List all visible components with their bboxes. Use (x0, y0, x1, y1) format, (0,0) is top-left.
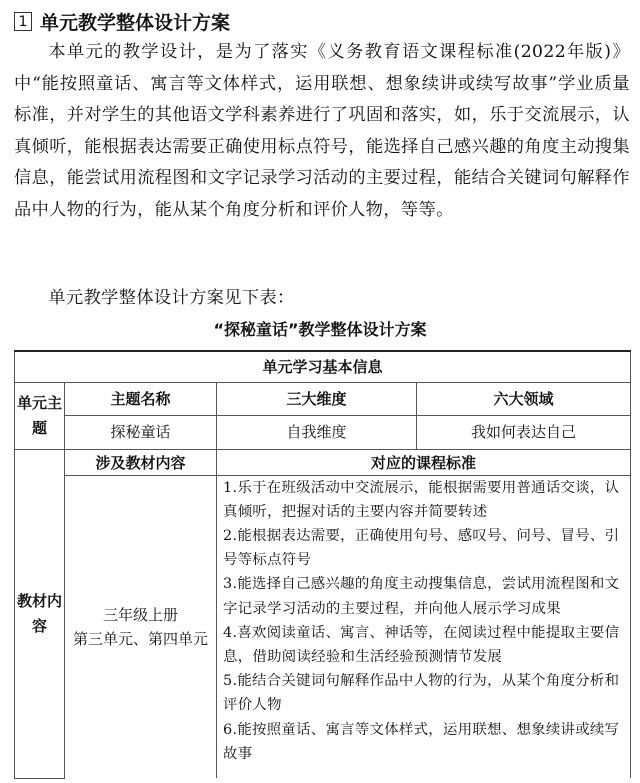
intro-paragraph: 本单元的教学设计，是为了落实《义务教育语文课程标准(2022年版)》中“能按照童话、寓言等文体样式，运用联想、想象续讲或续写故事”学业质量标准，并对学生的其他语文学科素养进行了巩固和落实，如，乐于交流展示，认真倾听，能根据表达需要正确使用标点符号，能选择自己感兴趣的角度主动搜集信息，能尝试用流程图和文字记录学习活动的主要过程，能结合关键词句解释作品中人物的行为，能从某个角度分析和评价人物，等等。 (14, 42, 630, 220)
section-header: 单元学习基本信息 (15, 351, 631, 382)
design-plan-table (14, 350, 631, 779)
textbook-content-cell (65, 475, 217, 778)
standards-cell (217, 475, 631, 778)
section-number: 1 (14, 12, 32, 31)
domain-value: 我如何表达自己 (417, 415, 631, 449)
standard-item: 2.能根据表达需要，正确使用句号、感叹号、问号、冒号、引号等标点符号 (223, 527, 620, 569)
standard-item: 1.乐于在班级活动中交流展示，能根据需要用普通话交谈，认真倾听，把握对话的主要内容并简要转述 (223, 479, 620, 520)
dimension-value: 自我维度 (217, 415, 417, 449)
textbook-grade: 三年级上册 (102, 605, 178, 624)
standard-item: 5.能结合关键词句解释作品中人物的行为，从某个角度分析和评价人物 (223, 673, 620, 714)
theme-column-header: 六大领域 (417, 382, 631, 415)
section-title: 单元教学整体设计方案 (40, 12, 231, 34)
textbook-units: 第三单元、第四单元 (72, 629, 208, 648)
content-row-label: 教材内容 (15, 449, 65, 778)
table-title: “探秘童话”教学整体设计方案 (213, 320, 427, 339)
standard-item: 4.喜欢阅读童话、寓言、神话等，在阅读过程中能提取主要信息，借助阅读经验和生活经验预测情节发展 (223, 624, 620, 665)
standard-item: 6.能按照童话、寓言等文体样式，运用联想、想象续讲或续写故事 (223, 721, 620, 762)
theme-column-header: 三大维度 (217, 382, 417, 415)
table-intro-paragraph: 单元教学整体设计方案见下表： (48, 288, 295, 308)
section-heading (14, 8, 230, 35)
theme-name-value: 探秘童话 (65, 415, 217, 449)
theme-row-label: 单元主题 (15, 382, 65, 449)
content-column-header: 对应的课程标准 (217, 449, 631, 475)
theme-column-header: 主题名称 (65, 382, 217, 415)
standard-item: 3.能选择自己感兴趣的角度主动搜集信息，尝试用流程图和文字记录学习活动的主要过程，并向他人展示学习成果 (223, 576, 620, 617)
content-column-header: 涉及教材内容 (65, 449, 217, 475)
